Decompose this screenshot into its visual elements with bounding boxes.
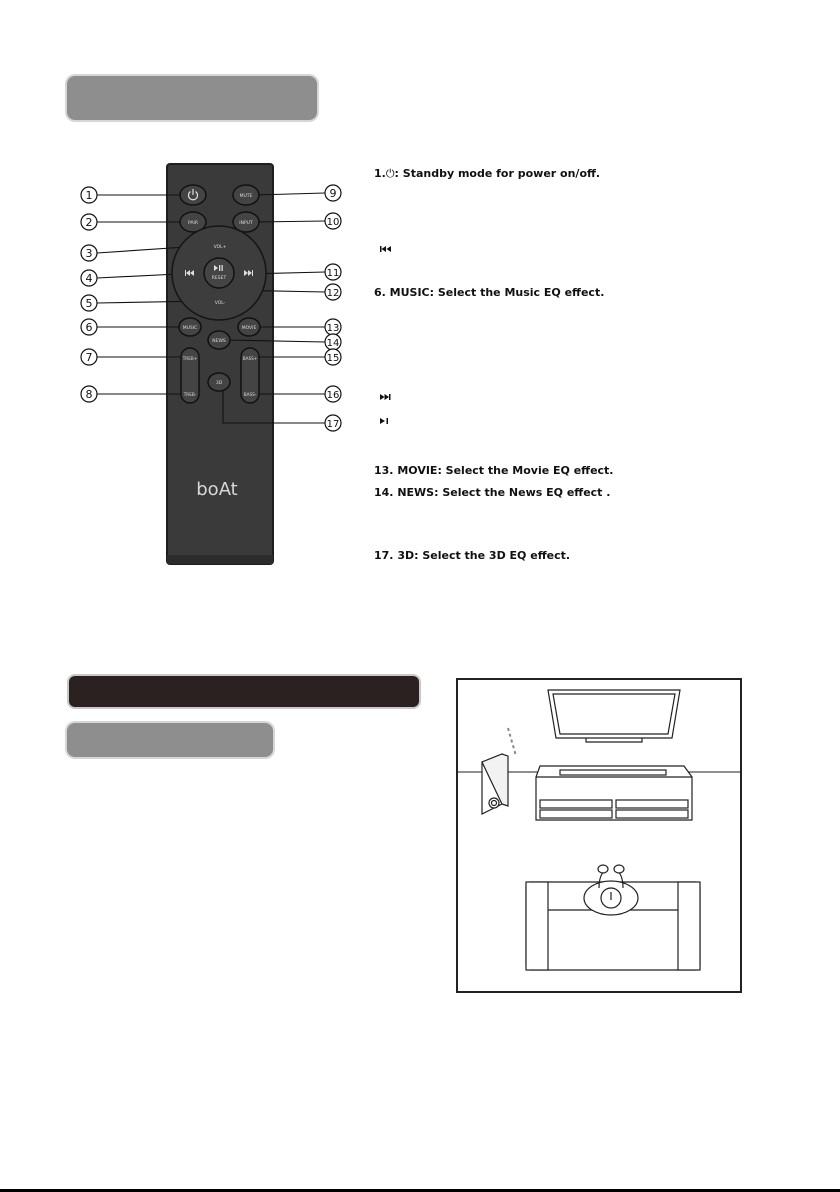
callout-number: 17 [326, 419, 340, 430]
treble-down-label: TREB- [183, 392, 197, 397]
callout-number: 15 [326, 353, 340, 364]
news-button-label: NEWS [212, 339, 226, 344]
remote-control-diagram [70, 155, 360, 575]
desc-item-6: 6. MUSIC: Select the Music EQ effect. [374, 286, 605, 299]
room-placement-diagram [456, 678, 742, 993]
section-tab-remote [67, 76, 317, 120]
desc-item-14: 14. NEWS: Select the News EQ effect . [374, 486, 611, 499]
tv-illustration [548, 690, 680, 742]
desc-item-13: 13. MOVIE: Select the Movie EQ effect. [374, 464, 614, 477]
callout-number: 16 [326, 390, 340, 401]
pair-button-label: PAIR [188, 221, 198, 226]
play-pause-icon [379, 416, 393, 426]
callout-number: 9 [329, 187, 337, 200]
subwoofer-illustration [482, 754, 508, 814]
section-subtab-placement [67, 723, 273, 757]
callout-number: 5 [85, 297, 93, 310]
callout-number: 13 [326, 323, 340, 334]
callout-number: 6 [85, 321, 93, 334]
desc-item-1-text: : Standby mode for power on/off. [394, 167, 601, 180]
bass-up-label: BASS+ [242, 356, 258, 361]
desc-item-1-number: 1. [374, 167, 386, 180]
play-reset-button [204, 258, 234, 288]
tv-stand-illustration [536, 766, 692, 820]
callout-number: 10 [326, 217, 340, 228]
callout-number: 4 [85, 272, 93, 285]
mute-button-label: MUTE [239, 194, 253, 199]
vol-down-label: VOL- [214, 301, 226, 306]
callout-number: 14 [326, 338, 340, 349]
power-icon: ⏻ [385, 167, 395, 180]
movie-button-label: MOVIE [241, 326, 257, 331]
music-button-label: MUSIC [182, 326, 198, 331]
treble-up-label: TREB+ [182, 356, 198, 361]
callout-number: 12 [326, 288, 340, 299]
3d-button-label: 3D [215, 381, 223, 386]
callout-number: 11 [326, 268, 340, 279]
callout-number: 1 [85, 189, 93, 202]
input-button-label: INPUT [239, 221, 253, 226]
callout-number: 8 [85, 388, 93, 401]
bass-down-label: BASS- [243, 392, 257, 397]
callout-number: 7 [85, 351, 93, 364]
section-tab-installation [69, 676, 419, 707]
desc-item-1 [374, 167, 600, 181]
callout-number: 2 [85, 216, 93, 229]
desc-item-17: 17. 3D: Select the 3D EQ effect. [374, 549, 571, 562]
callout-number: 3 [85, 247, 93, 260]
reset-label: RESET [211, 276, 227, 281]
next-track-icon [379, 392, 393, 402]
vol-up-label: VOL+ [213, 245, 227, 250]
previous-track-icon [379, 244, 393, 254]
brand-logo: boAt [196, 479, 238, 500]
